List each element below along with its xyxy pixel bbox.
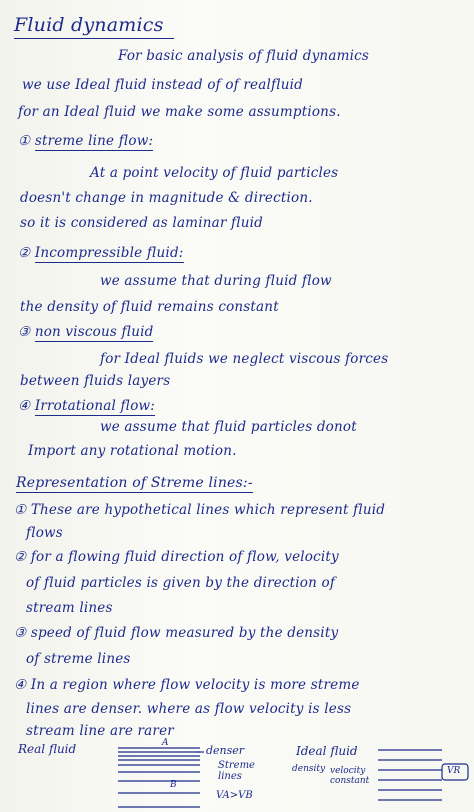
rep-number-2: ② <box>14 549 27 565</box>
number-2: ② <box>18 245 31 261</box>
streme-lines-label: Streme lines <box>218 760 255 782</box>
point-b: B <box>170 780 177 790</box>
ideal-fluid-label: Ideal fluid <box>296 744 358 758</box>
rep-number-1: ① <box>14 502 27 518</box>
assumption-3-body-2: between fluids layers <box>20 373 171 389</box>
assumption-3-body-1: for Ideal fluids we neglect viscous forces <box>100 351 389 367</box>
intro-line-2: we use Ideal fluid instead of of realfluid <box>22 77 303 93</box>
assumption-2-heading <box>18 245 184 261</box>
representation-heading <box>16 475 253 491</box>
title-underline <box>14 38 174 39</box>
page-title: Fluid dynamics <box>14 14 164 36</box>
point-a: A <box>162 738 169 748</box>
assumption-1-body-2: doesn't change in magnitude & direction. <box>20 190 313 206</box>
assumption-3-heading <box>18 324 153 340</box>
number-1: ① <box>18 133 31 149</box>
va-vb-label: VA>VB <box>216 790 253 801</box>
rep-point-4-line-3: stream line are rarer <box>26 723 174 739</box>
assumption-4-body-1: we assume that fluid particles donot <box>100 419 357 435</box>
intro-line-3: for an Ideal fluid we make some assumptions. <box>18 104 341 120</box>
number-3: ③ <box>18 324 31 340</box>
rep-point-3-line-2: of streme lines <box>26 651 131 667</box>
velocity-label: velocity constant <box>330 766 370 786</box>
rep-point-2-line-1 <box>14 549 339 565</box>
rep-point-2-text: for a flowing fluid direction of flow, velocity <box>30 549 339 565</box>
assumption-1-body-3: so it is considered as laminar fluid <box>20 215 263 231</box>
rep-point-1-line-1 <box>14 502 385 518</box>
rep-number-4: ④ <box>14 677 27 693</box>
assumption-4-title: Irrotational flow: <box>34 398 156 414</box>
rep-point-1-text: These are hypothetical lines which represent fluid <box>30 502 386 518</box>
denser-label: denser <box>206 744 245 757</box>
density-label: density <box>292 764 326 774</box>
rep-point-3-line-1 <box>14 625 338 641</box>
assumption-2-title: Incompressible fluid: <box>34 245 184 261</box>
assumption-3-title: non viscous fluid <box>34 324 154 340</box>
real-fluid-label: Real fluid <box>18 742 77 756</box>
rep-point-4-line-1 <box>14 677 360 693</box>
intro-line-1: For basic analysis of fluid dynamics <box>118 48 369 64</box>
assumption-1-heading <box>18 133 153 149</box>
vr-label: VR <box>447 766 461 776</box>
rep-point-2-line-3: stream lines <box>26 600 113 616</box>
assumption-1-title: streme line flow: <box>34 133 154 149</box>
rep-point-3-text: speed of fluid flow measured by the density <box>30 625 339 641</box>
assumption-4-body-2: Import any rotational motion. <box>28 443 237 459</box>
rep-point-4-text: In a region where flow velocity is more streme <box>30 677 360 693</box>
assumption-2-body-1: we assume that during fluid flow <box>100 273 332 289</box>
streamline-diagram <box>0 738 474 812</box>
rep-point-4-line-2: lines are denser. where as flow velocity is less <box>26 701 352 717</box>
representation-title: Representation of Streme lines:- <box>16 475 253 491</box>
rep-point-2-line-2: of fluid particles is given by the direction of <box>26 575 336 591</box>
assumption-1-body-1: At a point velocity of fluid particles <box>90 165 339 181</box>
assumption-4-heading <box>18 398 155 414</box>
assumption-2-body-2: the density of fluid remains constant <box>20 299 279 315</box>
rep-point-1-line-2: flows <box>26 525 63 541</box>
number-4: ④ <box>18 398 31 414</box>
rep-number-3: ③ <box>14 625 27 641</box>
